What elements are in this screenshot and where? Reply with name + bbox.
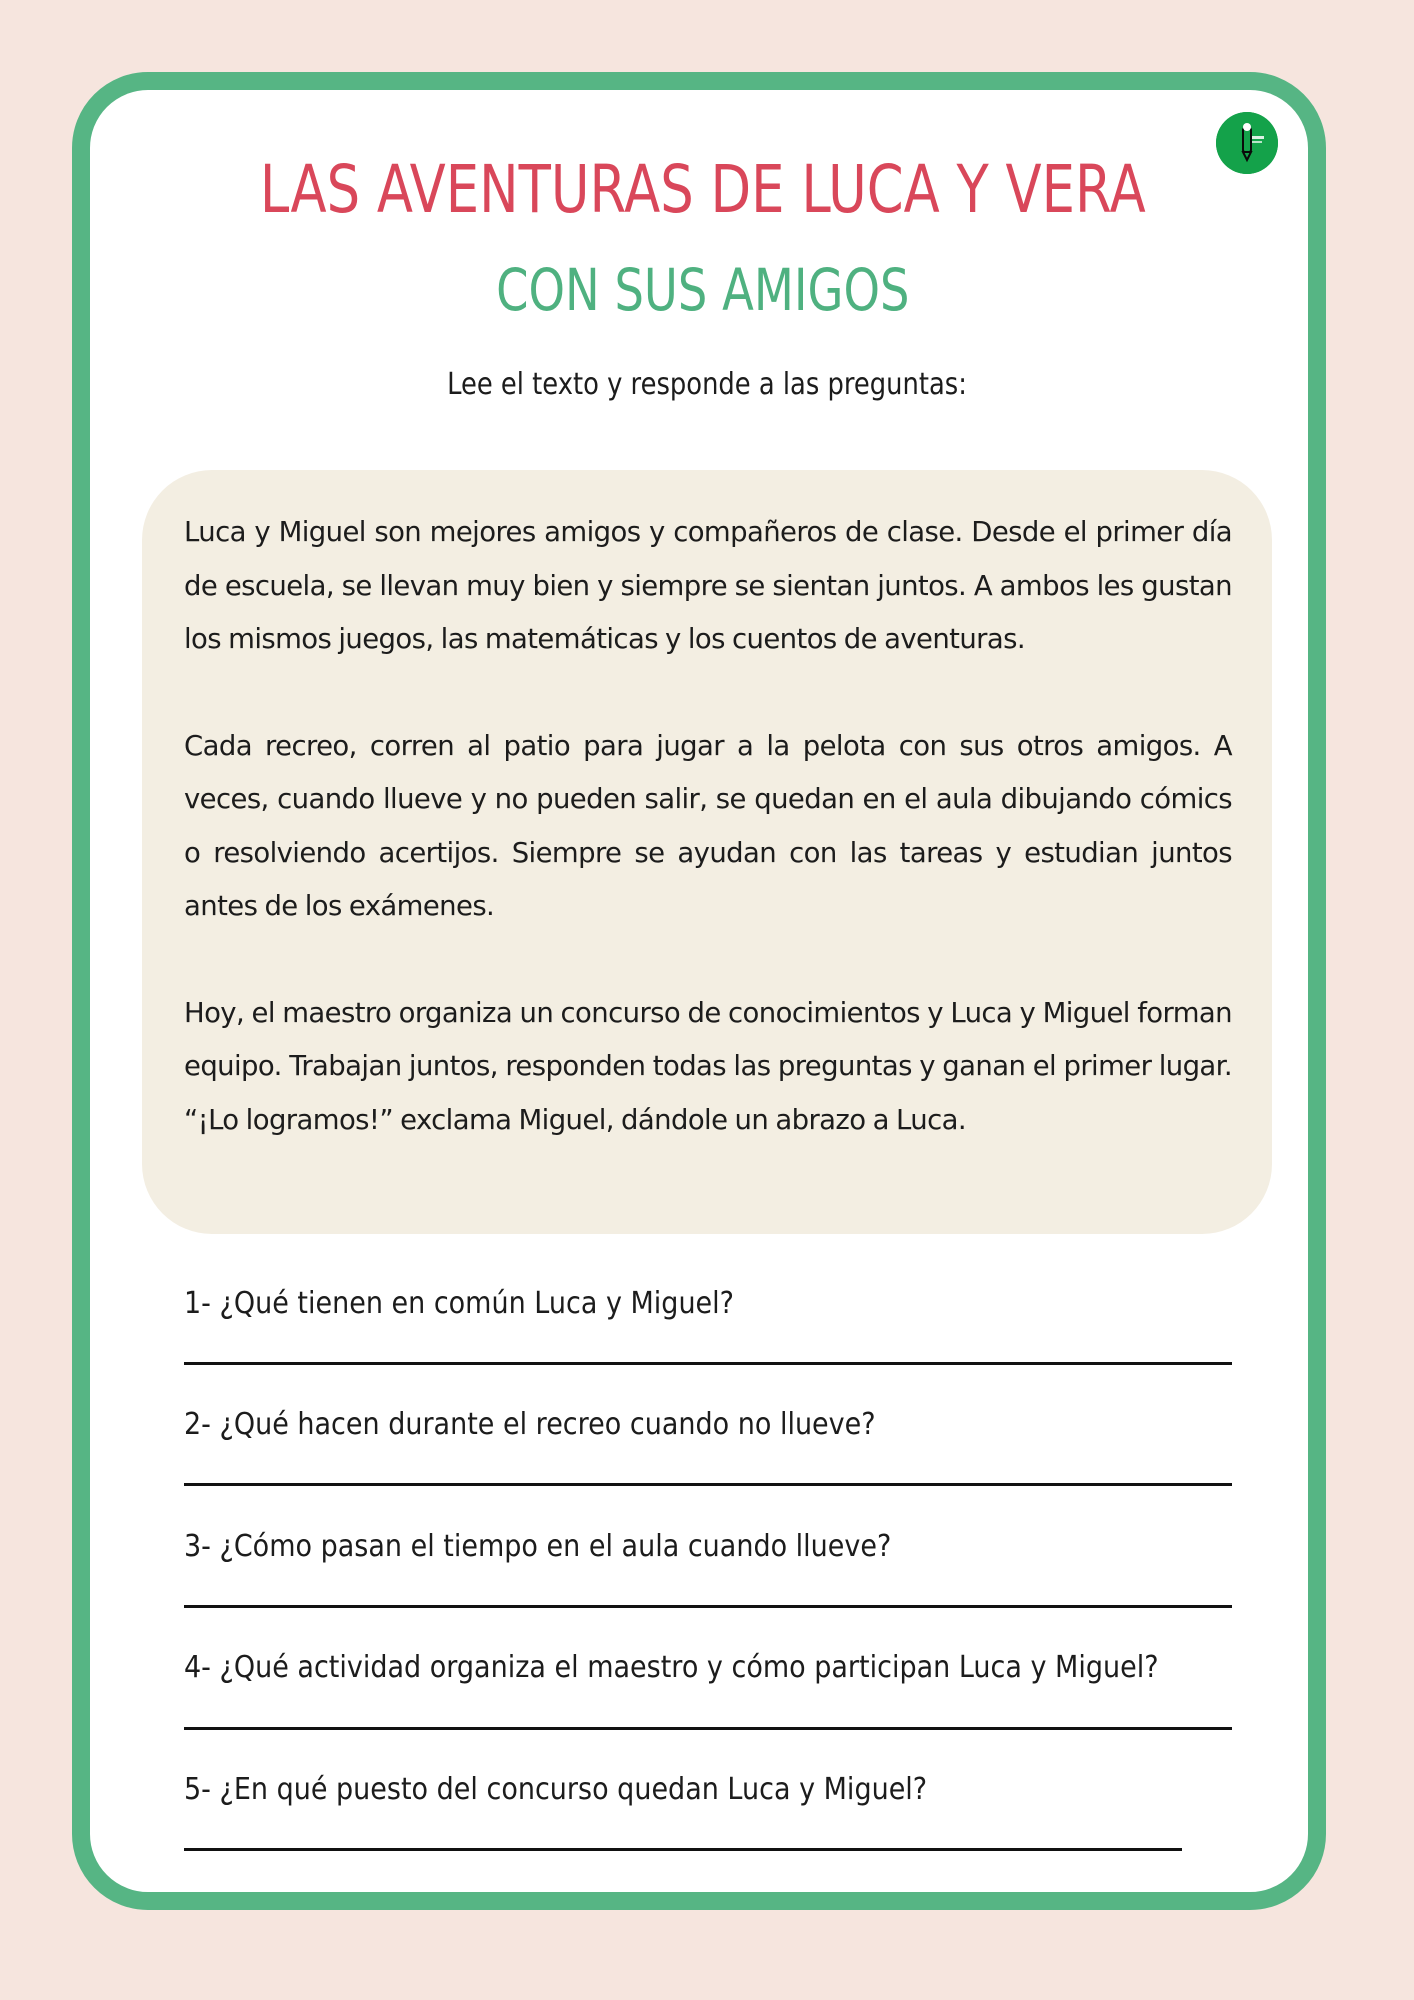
reading-paragraph: Hoy, el maestro organiza un concurso de conocimientos y Luca y Miguel forman equipo. Trabajan juntos, responden todas las preguntas y ganan el primer lugar. “¡Lo logramos!” exclama Miguel, dándole un abrazo a Luca.	[184, 996, 1232, 1136]
reading-paragraph: Luca y Miguel son mejores amigos y compañeros de clase. Desde el primer día de escuela, se llevan muy bien y siempre se sientan juntos. A ambos les gustan los mismos juegos, las matemáticas y los cuentos de aventuras.	[184, 516, 1232, 655]
question-5: 5- ¿En qué puesto del concurso quedan Luca y Miguel?	[184, 1772, 928, 1807]
reading-paragraph: Cada recreo, corren al patio para jugar a la pelota con sus otros amigos. A veces, cuando llueve y no pueden salir, se quedan en el aula dibujando cómics o resolviendo acertijos. Siempre se ayudan con las tareas y estudian juntos antes de los exámenes.	[184, 729, 1232, 922]
answer-line-5[interactable]	[184, 1848, 1182, 1851]
question-3: 3- ¿Cómo pasan el tiempo en el aula cuando llueve?	[184, 1529, 892, 1564]
question-2: 2- ¿Qué hacen durante el recreo cuando no llueve?	[184, 1407, 876, 1442]
answer-line-3[interactable]	[184, 1605, 1232, 1608]
reading-passage	[184, 506, 1232, 1200]
instruction-text: Lee el texto y responde a las preguntas:	[447, 367, 967, 402]
question-4: 4- ¿Qué actividad organiza el maestro y cómo participan Luca y Miguel?	[184, 1650, 1159, 1685]
answer-line-4[interactable]	[184, 1727, 1232, 1730]
answer-line-1[interactable]	[184, 1362, 1232, 1365]
page-title: LAS AVENTURAS DE LUCA Y VERA	[259, 151, 1146, 228]
question-1: 1- ¿Qué tienen en común Luca y Miguel?	[184, 1286, 734, 1321]
answer-line-2[interactable]	[184, 1483, 1232, 1486]
page-subtitle: CON SUS AMIGOS	[496, 256, 910, 324]
